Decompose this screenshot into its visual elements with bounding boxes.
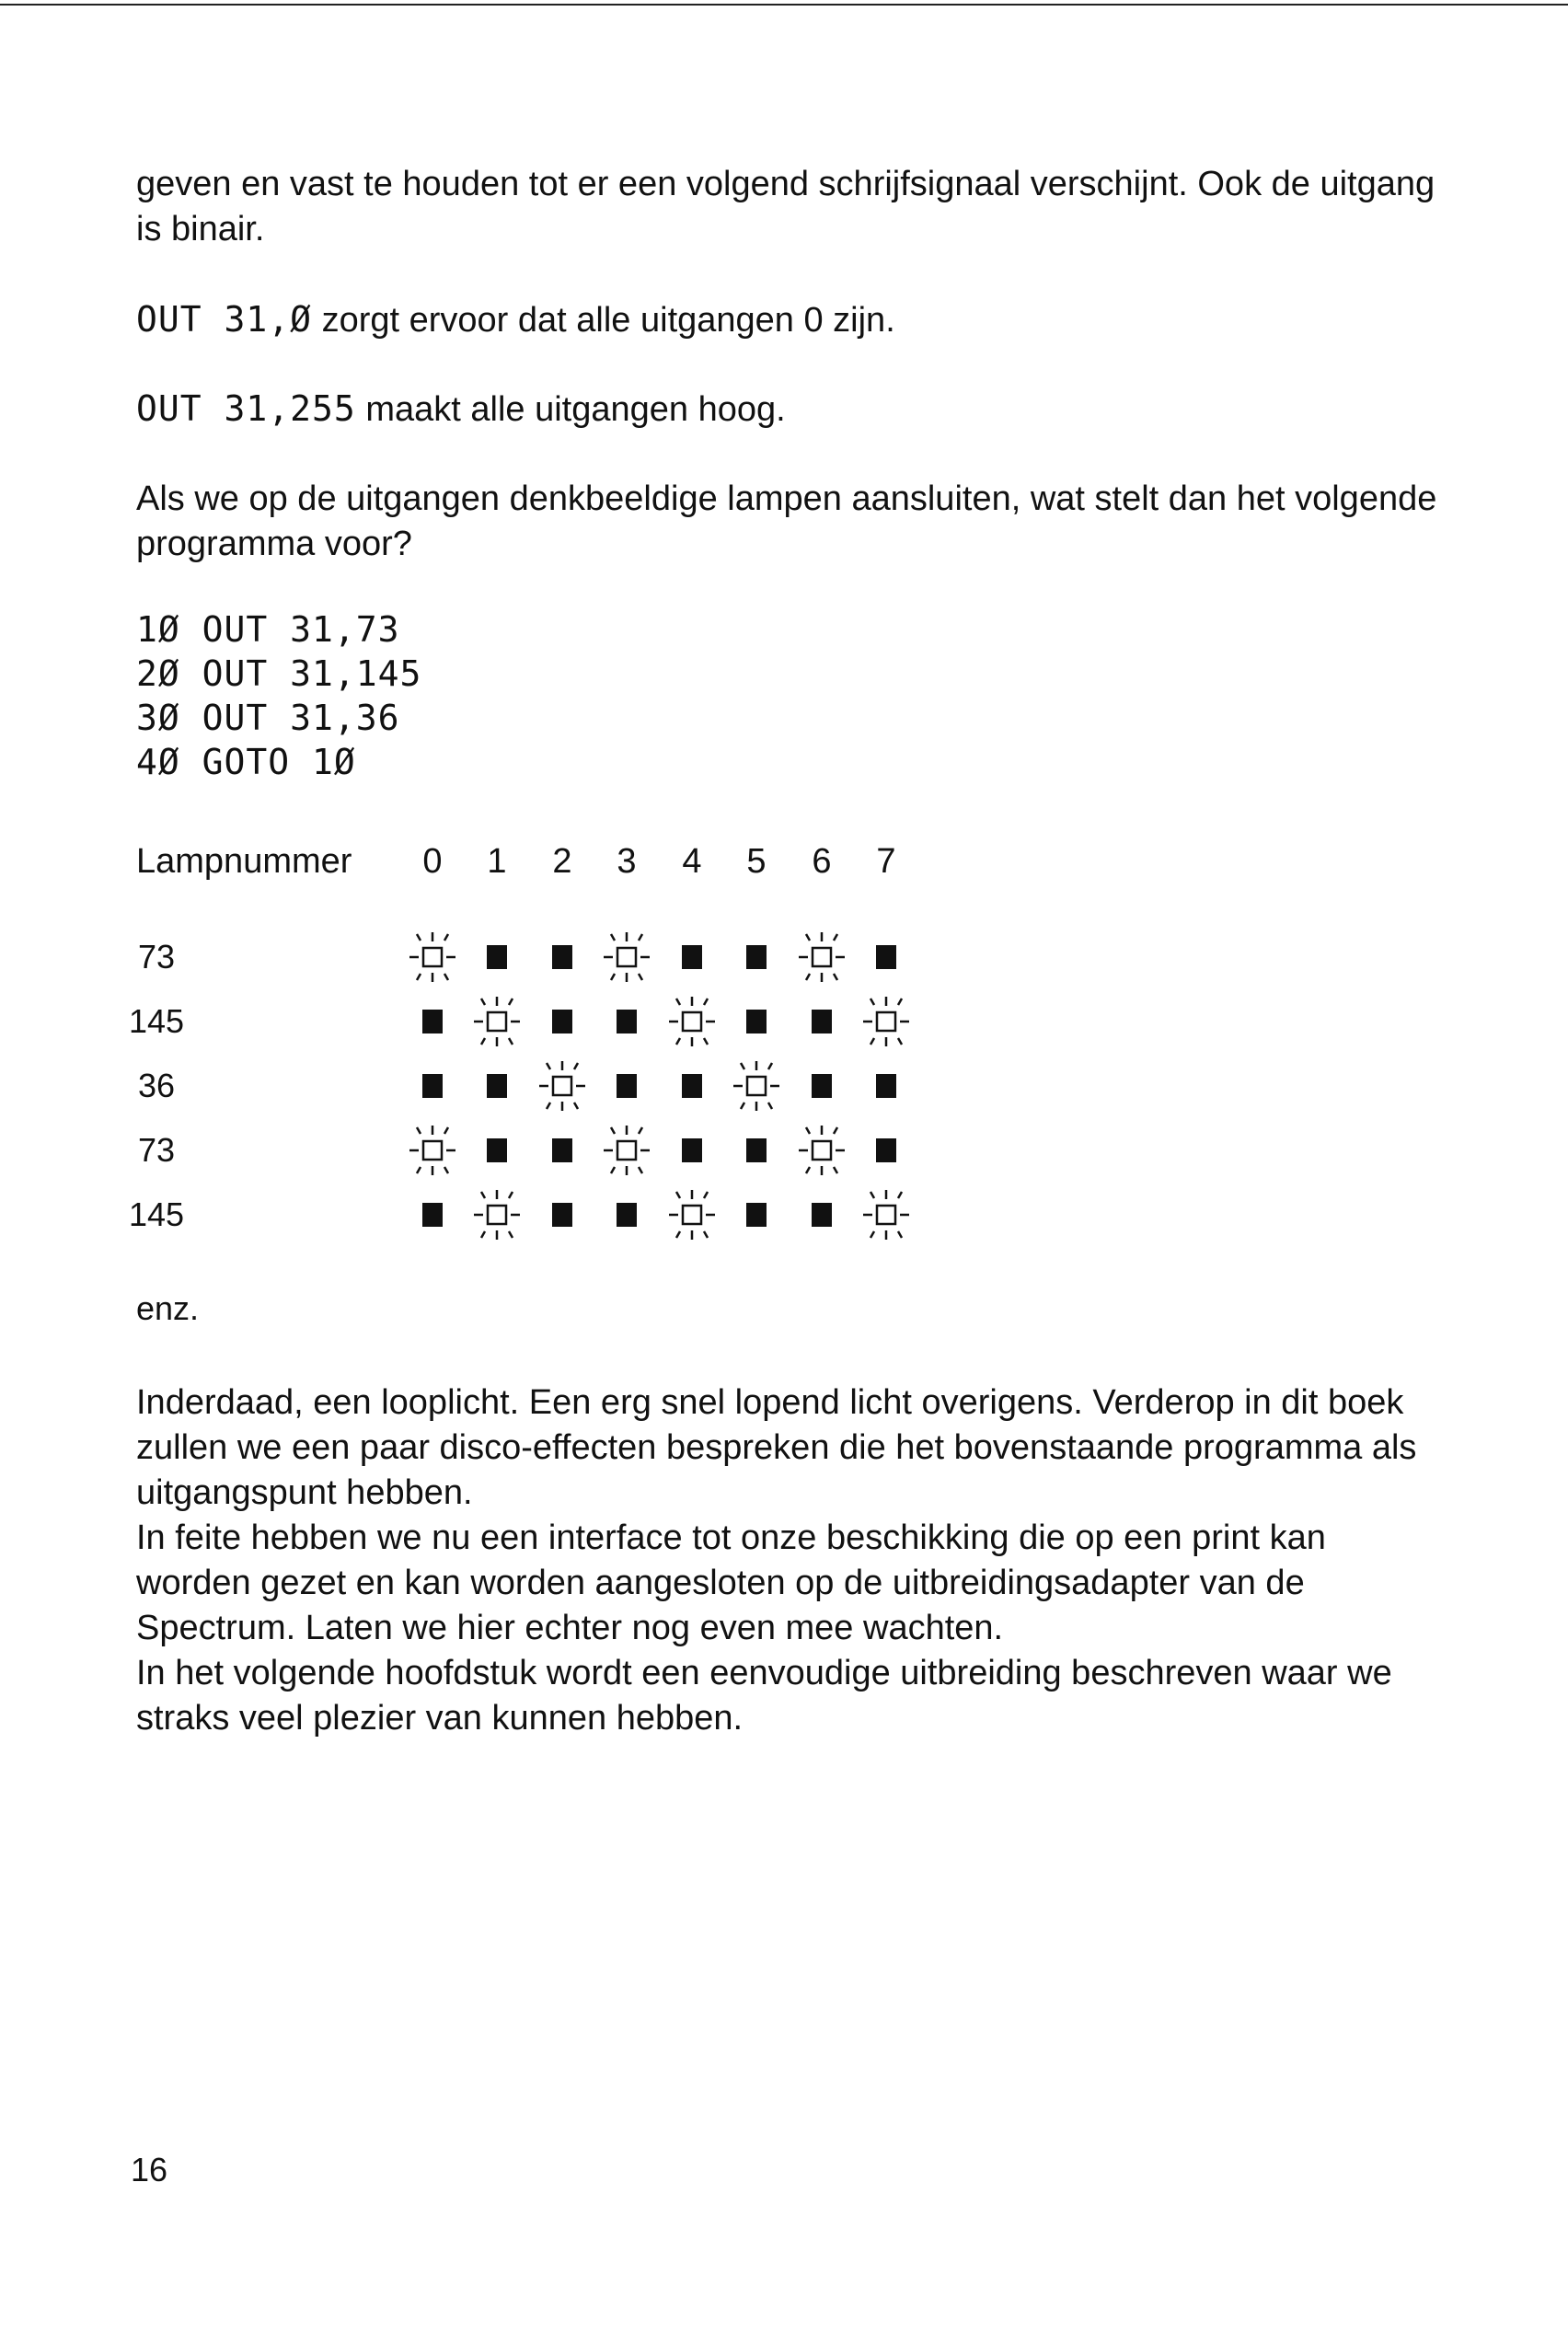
lamp-on-icon: [400, 925, 465, 989]
lamp-off-icon: [854, 925, 918, 989]
lamp-off-icon: [465, 1118, 529, 1183]
lamp-on-icon: [790, 1118, 854, 1183]
lamp-off-icon: [790, 989, 854, 1054]
paragraph-intro: geven en vast te houden tot er een volgend schrijfsignaal verschijnt. Ook de uitgang is binair.: [136, 165, 1435, 248]
lamp-off-icon: [594, 1054, 659, 1118]
lamp-off-icon: [724, 925, 789, 989]
paragraph-question: Als we op de uitgangen denkbeeldige lampen aansluiten, wat stelt dan het volgende programma voor?: [136, 479, 1437, 563]
table-continuation: enz.: [136, 1289, 200, 1327]
lamp-off-icon: [594, 1183, 659, 1247]
paragraph-interface: In feite hebben we nu een interface tot onze beschikking die op een print kan worden gezet en kan worden aangesloten op de uitbreidingsadapter van de Spectrum. Laten we hier echter nog even mee wachten.: [136, 1518, 1326, 1647]
code-inline-out-255: OUT 31,255: [136, 388, 356, 429]
program-line: 3Ø OUT 31,36: [136, 698, 400, 738]
lamp-number-2: 2: [552, 842, 572, 881]
top-rule: [0, 4, 1568, 6]
lamp-off-icon: [465, 1054, 529, 1118]
paragraph-out-zero: [136, 297, 1443, 343]
lamp-off-icon: [400, 1054, 465, 1118]
code-inline-out-zero: OUT 31,Ø: [136, 299, 313, 340]
lamp-off-icon: [790, 1183, 854, 1247]
lamp-table-header: Lampnummer: [136, 842, 352, 881]
row-value: 36: [137, 1067, 176, 1104]
lamp-off-icon: [790, 1054, 854, 1118]
lamp-off-icon: [854, 1118, 918, 1183]
program-line: 2Ø OUT 31,145: [136, 653, 422, 694]
lamp-off-icon: [660, 1054, 724, 1118]
lamp-off-icon: [530, 925, 594, 989]
lamp-off-icon: [854, 1054, 918, 1118]
paragraph-conclusion: Inderdaad, een looplicht. Een erg snel lopend licht overigens. Verderop in dit boek zullen we een paar disco-effecten bespreken die het bovenstaande programma als uitgangspunt hebben.: [136, 1383, 1417, 1512]
text-out-zero: zorgt ervoor dat alle uitgangen 0 zijn.: [312, 301, 895, 340]
lamp-number-5: 5: [746, 842, 767, 881]
lamp-on-icon: [724, 1054, 789, 1118]
lamp-number-0: 0: [422, 842, 443, 881]
text-out-255: maakt alle uitgangen hoog.: [355, 390, 786, 429]
program-listing: [136, 607, 421, 784]
lamp-off-icon: [530, 989, 594, 1054]
lamp-on-icon: [790, 925, 854, 989]
lamp-off-icon: [724, 989, 789, 1054]
lamp-on-icon: [594, 925, 659, 989]
lamp-number-1: 1: [487, 842, 507, 881]
paragraph-out-255: [136, 387, 1443, 433]
page-number: 16: [131, 2151, 168, 2188]
row-value: 145: [128, 1195, 185, 1233]
lamp-on-icon: [465, 989, 529, 1054]
lamp-off-icon: [530, 1183, 594, 1247]
lamp-number-4: 4: [682, 842, 702, 881]
lamp-off-icon: [660, 1118, 724, 1183]
lamp-on-icon: [530, 1054, 594, 1118]
program-line: 1Ø OUT 31,73: [136, 609, 400, 650]
lamp-number-6: 6: [812, 842, 832, 881]
lamp-on-icon: [660, 1183, 724, 1247]
lamp-number-7: 7: [876, 842, 896, 881]
lamp-on-icon: [854, 989, 918, 1054]
row-value: 145: [128, 1002, 185, 1040]
lamp-off-icon: [594, 989, 659, 1054]
paragraph-next-chapter: In het volgende hoofdstuk wordt een eenvoudige uitbreiding beschreven waar we straks veel plezier van kunnen hebben.: [136, 1654, 1392, 1738]
row-value: 73: [137, 938, 176, 976]
lamp-off-icon: [530, 1118, 594, 1183]
row-value: 73: [137, 1131, 176, 1169]
lamp-on-icon: [465, 1183, 529, 1247]
lamp-on-icon: [400, 1118, 465, 1183]
lamp-off-icon: [400, 1183, 465, 1247]
lamp-number-3: 3: [617, 842, 637, 881]
lamp-off-icon: [660, 925, 724, 989]
lamp-off-icon: [465, 925, 529, 989]
program-line: 4Ø GOTO 1Ø: [136, 742, 356, 782]
lamp-on-icon: [854, 1183, 918, 1247]
lamp-on-icon: [594, 1118, 659, 1183]
lamp-off-icon: [400, 989, 465, 1054]
lamp-on-icon: [660, 989, 724, 1054]
lamp-off-icon: [724, 1183, 789, 1247]
lamp-off-icon: [724, 1118, 789, 1183]
